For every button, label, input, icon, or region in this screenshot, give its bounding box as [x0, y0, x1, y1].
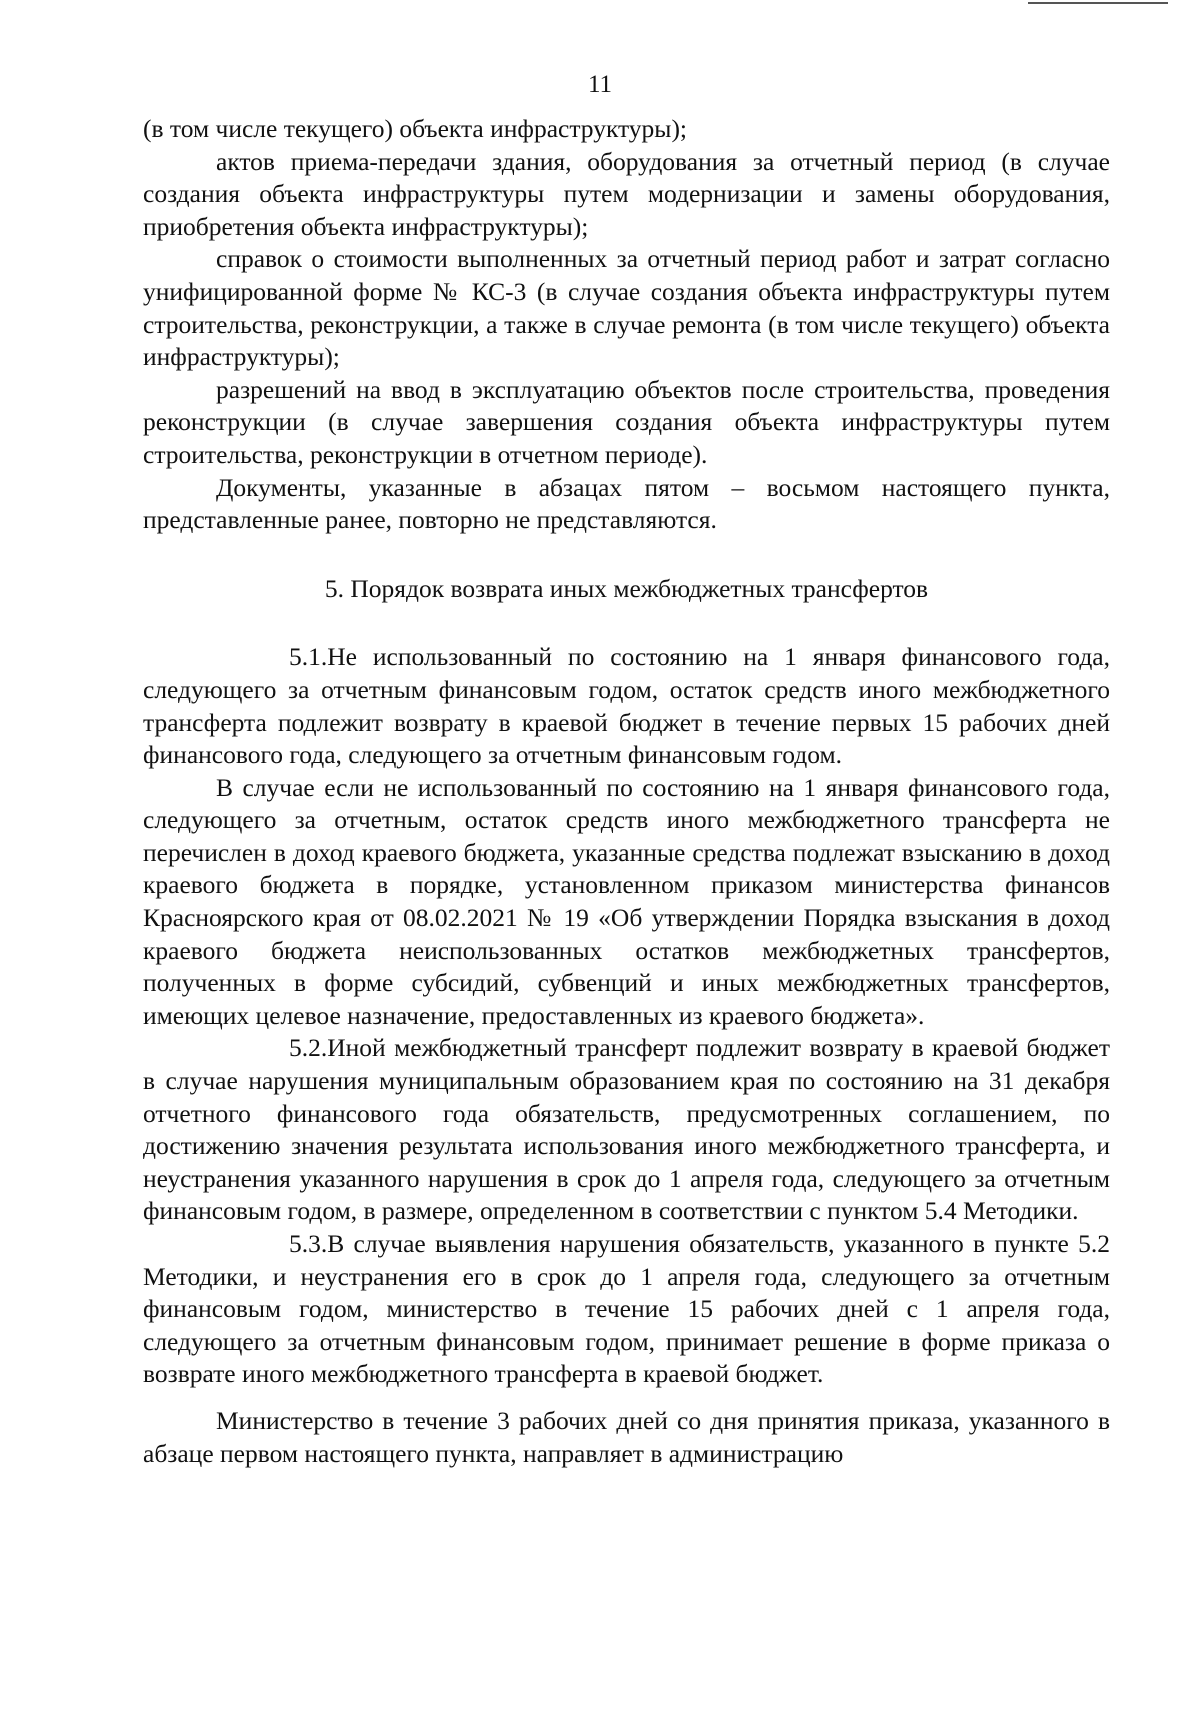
- clause-5-1-paragraph-2: В случае если не использованный по состоянию на 1 января финансового года, следующего за отчетным, остаток средств иного межбюджетного трансферта не перечислен в доход краевого бюджета, указанные средства подлежат взысканию в доход краевого бюджета в порядке, установленном приказом министерства финансов Красноярского края от 08.02.2021 № 19 «Об утверждении Порядка взыскания в доход краевого бюджета неиспользованных остатков межбюджетных трансфертов, полученных в форме субсидий, субвенций и иных межбюджетных трансфертов, имеющих целевое назначение, предоставленных из краевого бюджета».: [143, 772, 1110, 1030]
- clause-5-3-number: 5.3.: [289, 1229, 328, 1258]
- document-body: [143, 113, 1110, 1470]
- clause-5-2-text: Иной межбюджетный трансферт подлежит возврату в краевой бюджет в случае нарушения муниципальным образованием края по состоянию на 31 декабря отчетного финансового года обязательств, предусмотренных соглашением, по достижению значения результата использования иного межбюджетного трансферта, и неустранения указанного нарушения в срок до 1 апреля года, следующего за отчетным финансовым годом, в размере, определенном в соответствии с пунктом 5.4 Методики.: [143, 1033, 1110, 1226]
- paragraph-3: справок о стоимости выполненных за отчетный период работ и затрат согласно унифицированной форме № КС-3 (в случае создания объекта инфраструктуры путем строительства, реконструкции, а также в случае ремонта (в том числе текущего) объекта инфраструктуры);: [143, 244, 1110, 372]
- section-heading: 5. Порядок возврата иных межбюджетных трансфертов: [324, 573, 929, 603]
- clause-5-3: [143, 1228, 1110, 1391]
- clause-5-2: [143, 1032, 1110, 1228]
- clause-5-1: [143, 641, 1110, 771]
- clause-5-1-text: Не использованный по состоянию на 1 января финансового года, следующего за отчетным финансовым годом, остаток средств иного межбюджетного трансферта подлежит возврату в краевой бюджет в течение первых 15 рабочих дней финансового года, следующего за отчетным финансовым годом.: [143, 642, 1110, 770]
- scan-edge-line: [1028, 2, 1168, 4]
- paragraph-1: (в том числе текущего) объекта инфраструктуры);: [143, 114, 688, 143]
- clause-5-2-number: 5.2.: [289, 1033, 328, 1063]
- paragraph-2: актов приема-передачи здания, оборудования за отчетный период (в случае создания объекта инфраструктуры путем модернизации и замены оборудования, приобретения объекта инфраструктуры);: [143, 146, 1110, 241]
- clause-5-1-number: 5.1.: [289, 642, 328, 672]
- paragraph-4: разрешений на ввод в эксплуатацию объектов после строительства, проведения реконструкции (в случае завершения создания объекта инфраструктуры путем строительства, реконструкции в отчетном периоде).: [143, 374, 1110, 469]
- paragraph-5: Документы, указанные в абзацах пятом – восьмом настоящего пункта, представленные ранее, повторно не представляются.: [143, 472, 1110, 535]
- clause-5-3-paragraph-2: Министерство в течение 3 рабочих дней со дня принятия приказа, указанного в абзаце первом настоящего пункта, направляет в администрацию: [143, 1405, 1110, 1468]
- page-number: 11: [587, 71, 613, 98]
- clause-5-3-text: В случае выявления нарушения обязательств, указанного в пункте 5.2 Методики, и неустранения его в срок до 1 апреля года, следующего за отчетным финансовым годом, министерство в течение 15 рабочих дней с 1 апреля года, следующего за отчетным финансовым годом, принимает решение в форме приказа о возврате иного межбюджетного трансферта в краевой бюджет.: [143, 1229, 1110, 1389]
